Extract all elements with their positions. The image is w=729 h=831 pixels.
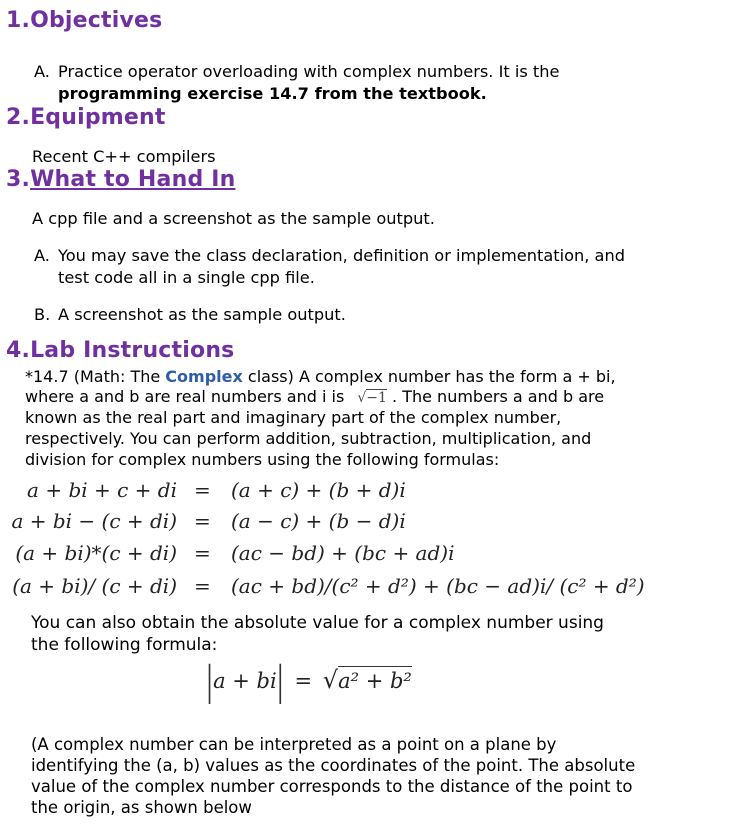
formula-multiplication-equals: = <box>194 541 211 565</box>
abs-formula-rhs: a² + b² <box>338 666 412 693</box>
lab-para-line1-post: class) A complex number has the form a + bi, <box>242 367 616 386</box>
hand-in-heading-link[interactable]: What to Hand In <box>30 167 236 192</box>
abs-intro-line1: You can also obtain the absolute value for a complex number using <box>31 613 604 633</box>
objectives-item-a-marker: A. <box>34 62 50 81</box>
lab-para-line3: known as the real part and imaginary part of the complex number, <box>25 408 562 427</box>
abs-intro-line2: the following formula: <box>31 635 218 655</box>
hand-in-item-a-marker: A. <box>34 246 50 265</box>
formula-division-rhs: (ac + bd)/(c² + d²) + (bc − ad)i/ (c² + d²) <box>231 574 645 598</box>
lab-para-line1-pre: *14.7 (Math: The <box>25 367 166 386</box>
final-para-line3: value of the complex number corresponds to the distance of the point to <box>31 777 633 796</box>
lab-para-line2-pre: where a and b are real numbers and i is <box>25 387 345 406</box>
lab-para-line1 <box>25 367 616 387</box>
formula-multiplication-lhs: (a + bi)*(c + di) <box>15 541 177 565</box>
hand-in-heading <box>6 167 236 192</box>
hand-in-item-a-line1: You may save the class declaration, definition or implementation, and <box>58 246 626 265</box>
objectives-heading: 1.Objectives <box>6 8 163 33</box>
final-para-line1: (A complex number can be interpreted as a point on a plane by <box>31 735 557 754</box>
formula-division-equals: = <box>194 574 211 598</box>
formula-subtraction-lhs: a + bi − (c + di) <box>11 509 177 533</box>
lab-para-line5: division for complex numbers using the following formulas: <box>25 450 500 469</box>
complex-class-term: Complex <box>165 367 243 386</box>
formula-division-lhs: (a + bi)/ (c + di) <box>12 574 177 598</box>
lab-instructions-heading: 4.Lab Instructions <box>6 338 235 363</box>
abs-value-formula: |a + bi| = √a² + b² <box>206 658 412 704</box>
formula-addition-lhs: a + bi + c + di <box>27 478 177 502</box>
hand-in-intro: A cpp file and a screenshot as the sample output. <box>32 209 435 228</box>
objectives-item-a-line1: Practice operator overloading with complex numbers. It is the <box>58 62 560 81</box>
hand-in-item-a-line2: test code all in a single cpp file. <box>58 268 315 287</box>
hand-in-item-b-marker: B. <box>34 305 51 324</box>
final-para-line2: identifying the (a, b) values as the coordinates of the point. The absolute <box>31 756 636 775</box>
sqrt-minus-one: √−1 <box>357 390 387 406</box>
formula-addition-equals: = <box>194 478 211 502</box>
hand-in-heading-number: 3. <box>6 167 31 192</box>
objectives-item-a-line2: programming exercise 14.7 from the textbook. <box>58 84 487 103</box>
formula-subtraction-rhs: (a − c) + (b − d)i <box>231 509 406 533</box>
formula-addition-rhs: (a + c) + (b + d)i <box>231 478 406 502</box>
lab-para-line2-post: . The numbers a and b are <box>392 387 605 406</box>
abs-formula-lhs: a + bi <box>213 669 277 693</box>
equipment-text: Recent C++ compilers <box>32 147 216 166</box>
equipment-heading: 2.Equipment <box>6 105 166 130</box>
formula-multiplication-rhs: (ac − bd) + (bc + ad)i <box>231 541 455 565</box>
lab-para-line2 <box>25 387 604 408</box>
formula-subtraction-equals: = <box>194 509 211 533</box>
lab-para-line4: respectively. You can perform addition, subtraction, multiplication, and <box>25 429 592 448</box>
hand-in-item-b-line1: A screenshot as the sample output. <box>58 305 346 324</box>
final-para-line4: the origin, as shown below <box>31 798 252 817</box>
